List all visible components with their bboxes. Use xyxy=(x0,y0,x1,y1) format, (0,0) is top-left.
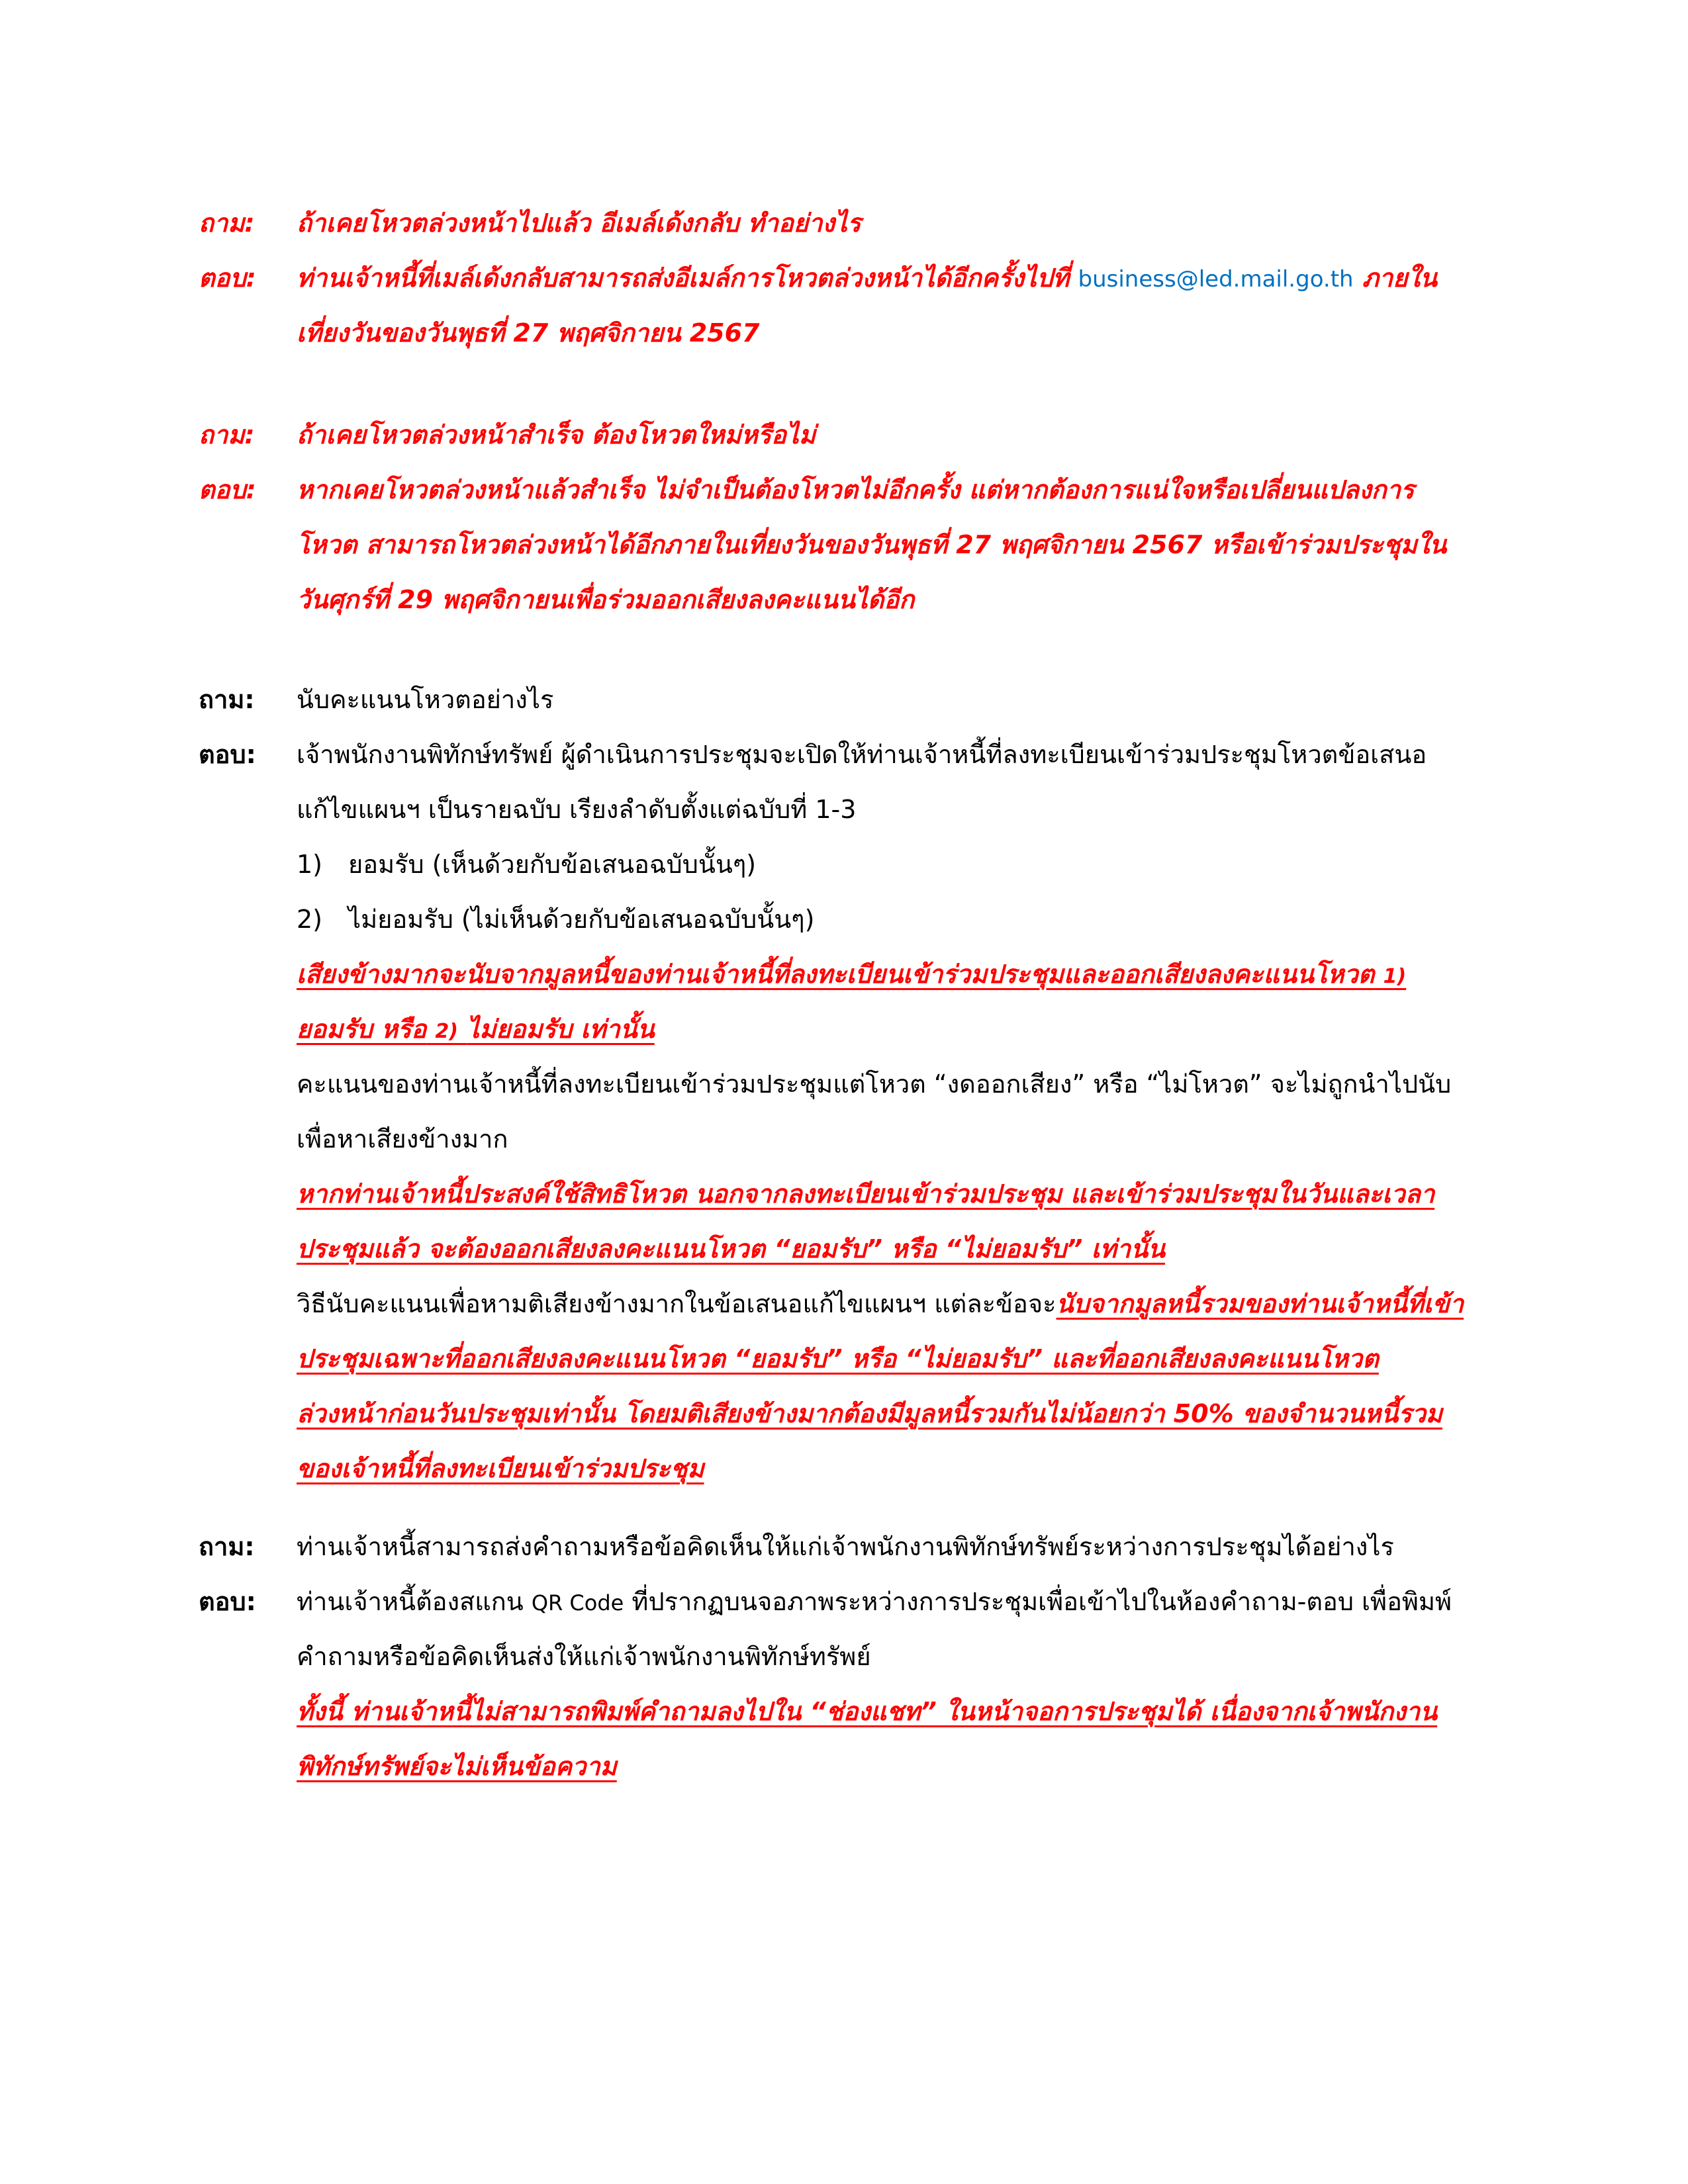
option-number: 2) xyxy=(297,905,323,934)
option-text: ยอมรับ (เห็นด้วยกับข้อเสนอฉบับนั้นๆ) xyxy=(348,850,757,879)
answer-text: ท่านเจ้าหนี้ที่เมล์เด้งกลับสามารถส่งอีเมล์การโหวตล่วงหน้าได้อีกครั้งไปที่ xyxy=(297,263,1070,293)
question-label: ถาม: xyxy=(199,1532,255,1561)
answer-text: หากเคยโหวตล่วงหน้าแล้วสำเร็จ ไม่จำเป็นต้องโหวตไม่อีกครั้ง แต่หากต้องการแน่ใจหรือเปลี่ยนแปลงการ xyxy=(297,475,1415,504)
answer-row xyxy=(199,463,1496,627)
qr-code-text: QR Code xyxy=(531,1590,624,1615)
answer-text: วันศุกร์ที่ 29 พฤศจิกายนเพื่อร่วมออกเสียงลงคะแนนได้อีก xyxy=(297,585,915,614)
email-link[interactable]: business@led.mail.go.th xyxy=(1078,266,1354,293)
voting-rights-note: หากท่านเจ้าหนี้ประสงค์ใช้สิทธิโหวต นอกจากลงทะเบียนเข้าร่วมประชุม และเข้าร่วมประชุมในวันและเวลา xyxy=(297,1179,1435,1208)
answer-row xyxy=(199,251,1496,361)
counting-method: ประชุมเฉพาะที่ออกเสียงลงคะแนนโหวต “ยอมรับ” หรือ “ไม่ยอมรับ” และที่ออกเสียงลงคะแนนโหวต xyxy=(297,1344,1379,1373)
voting-rights-note: ประชุมแล้ว จะต้องออกเสียงลงคะแนนโหวต “ยอมรับ” หรือ “ไม่ยอมรับ” เท่านั้น xyxy=(297,1234,1166,1263)
question-row xyxy=(199,408,1496,463)
question-row xyxy=(199,196,1496,251)
qa-block-email-bounce xyxy=(199,196,1496,361)
abstain-note: เพื่อหาเสียงข้างมาก xyxy=(297,1124,508,1154)
counting-method: ล่วงหน้าก่อนวันประชุมเท่านั้น โดยมติเสียงข้างมากต้องมีมูลหนี้รวมกันไม่น้อยกว่า 50% ของจำนวนหนี้รวม xyxy=(297,1399,1442,1428)
abstain-note: คะแนนของท่านเจ้าหนี้ที่ลงทะเบียนเข้าร่วมประชุมแต่โหวต “งดออกเสียง” หรือ “ไม่โหวต” จะไม่ถูกนำไปนับ xyxy=(297,1069,1452,1099)
question-label: ถาม: xyxy=(199,208,255,238)
question-label: ถาม: xyxy=(199,685,255,714)
majority-note: ยอมรับ หรือ 2) ไม่ยอมรับ เท่านั้น xyxy=(297,1015,655,1044)
question-label: ถาม: xyxy=(199,420,255,449)
chat-warning: พิทักษ์ทรัพย์จะไม่เห็นข้อความ xyxy=(297,1752,617,1781)
question-row xyxy=(199,672,1496,727)
answer-text: โหวต สามารถโหวตล่วงหน้าได้อีกภายในเที่ยงวันของวันพุธที่ 27 พฤศจิกายน 2567 หรือเข้าร่วมประชุมใน xyxy=(297,530,1447,559)
answer-text: ภายใน xyxy=(1362,263,1438,293)
question-text: ถ้าเคยโหวตล่วงหน้าไปแล้ว อีเมล์เด้งกลับ ทำอย่างไร xyxy=(297,208,861,238)
qa-block-vote-counting xyxy=(199,672,1496,1496)
answer-text: เที่ยงวันของวันพุธที่ 27 พฤศจิกายน 2567 xyxy=(297,318,760,347)
option-number: 1) xyxy=(297,850,323,879)
answer-text: เจ้าพนักงานพิทักษ์ทรัพย์ ผู้ดำเนินการประชุมจะเปิดให้ท่านเจ้าหนี้ที่ลงทะเบียนเข้าร่วมประชุมโหวตข้อเสนอ xyxy=(297,740,1427,769)
qa-block-revote xyxy=(199,408,1496,627)
question-text: นับคะแนนโหวตอย่างไร xyxy=(297,685,554,714)
question-text: ท่านเจ้าหนี้สามารถส่งคำถามหรือข้อคิดเห็นให้แก่เจ้าพนักงานพิทักษ์ทรัพย์ระหว่างการประชุมได้อย่างไร xyxy=(297,1532,1394,1561)
question-text: ถ้าเคยโหวตล่วงหน้าสำเร็จ ต้องโหวตใหม่หรือไม่ xyxy=(297,420,816,449)
answer-row xyxy=(199,1574,1496,1794)
answer-row xyxy=(199,727,1496,1496)
answer-label: ตอบ: xyxy=(199,263,256,293)
counting-method: ของเจ้าหนี้ที่ลงทะเบียนเข้าร่วมประชุม xyxy=(297,1454,704,1483)
option-item xyxy=(297,892,1496,947)
option-item xyxy=(297,837,1496,892)
answer-text: ท่านเจ้าหนี้ต้องสแกน xyxy=(297,1587,524,1616)
answer-text: ที่ปรากฏบนจอภาพระหว่างการประชุมเพื่อเข้าไปในห้องคำถาม-ตอบ เพื่อพิมพ์ xyxy=(632,1587,1452,1616)
answer-label: ตอบ: xyxy=(199,1587,256,1616)
chat-warning: ทั้งนี้ ท่านเจ้าหนี้ไม่สามารถพิมพ์คำถามลงไปใน “ช่องแชท” ในหน้าจอการประชุมได้ เนื่องจากเจ้าพนักงาน xyxy=(297,1697,1438,1726)
question-row xyxy=(199,1520,1496,1574)
majority-note: เสียงข้างมากจะนับจากมูลหนี้ของท่านเจ้าหนี้ที่ลงทะเบียนเข้าร่วมประชุมและออกเสียงลงคะแนนโหวต 1) xyxy=(297,960,1407,989)
answer-label: ตอบ: xyxy=(199,475,256,504)
option-text: ไม่ยอมรับ (ไม่เห็นด้วยกับข้อเสนอฉบับนั้นๆ) xyxy=(348,905,815,934)
qa-block-send-questions xyxy=(199,1520,1496,1794)
counting-method: วิธีนับคะแนนเพื่อหามติเสียงข้างมากในข้อเสนอแก้ไขแผนฯ แต่ละข้อจะนับจากมูลหนี้รวมของท่านเจ้าหนี้ที่เข้า xyxy=(297,1289,1464,1318)
answer-text: คำถามหรือข้อคิดเห็นส่งให้แก่เจ้าพนักงานพิทักษ์ทรัพย์ xyxy=(297,1642,871,1671)
answer-label: ตอบ: xyxy=(199,740,256,769)
answer-text: แก้ไขแผนฯ เป็นรายฉบับ เรียงลำดับตั้งแต่ฉบับที่ 1-3 xyxy=(297,795,857,824)
